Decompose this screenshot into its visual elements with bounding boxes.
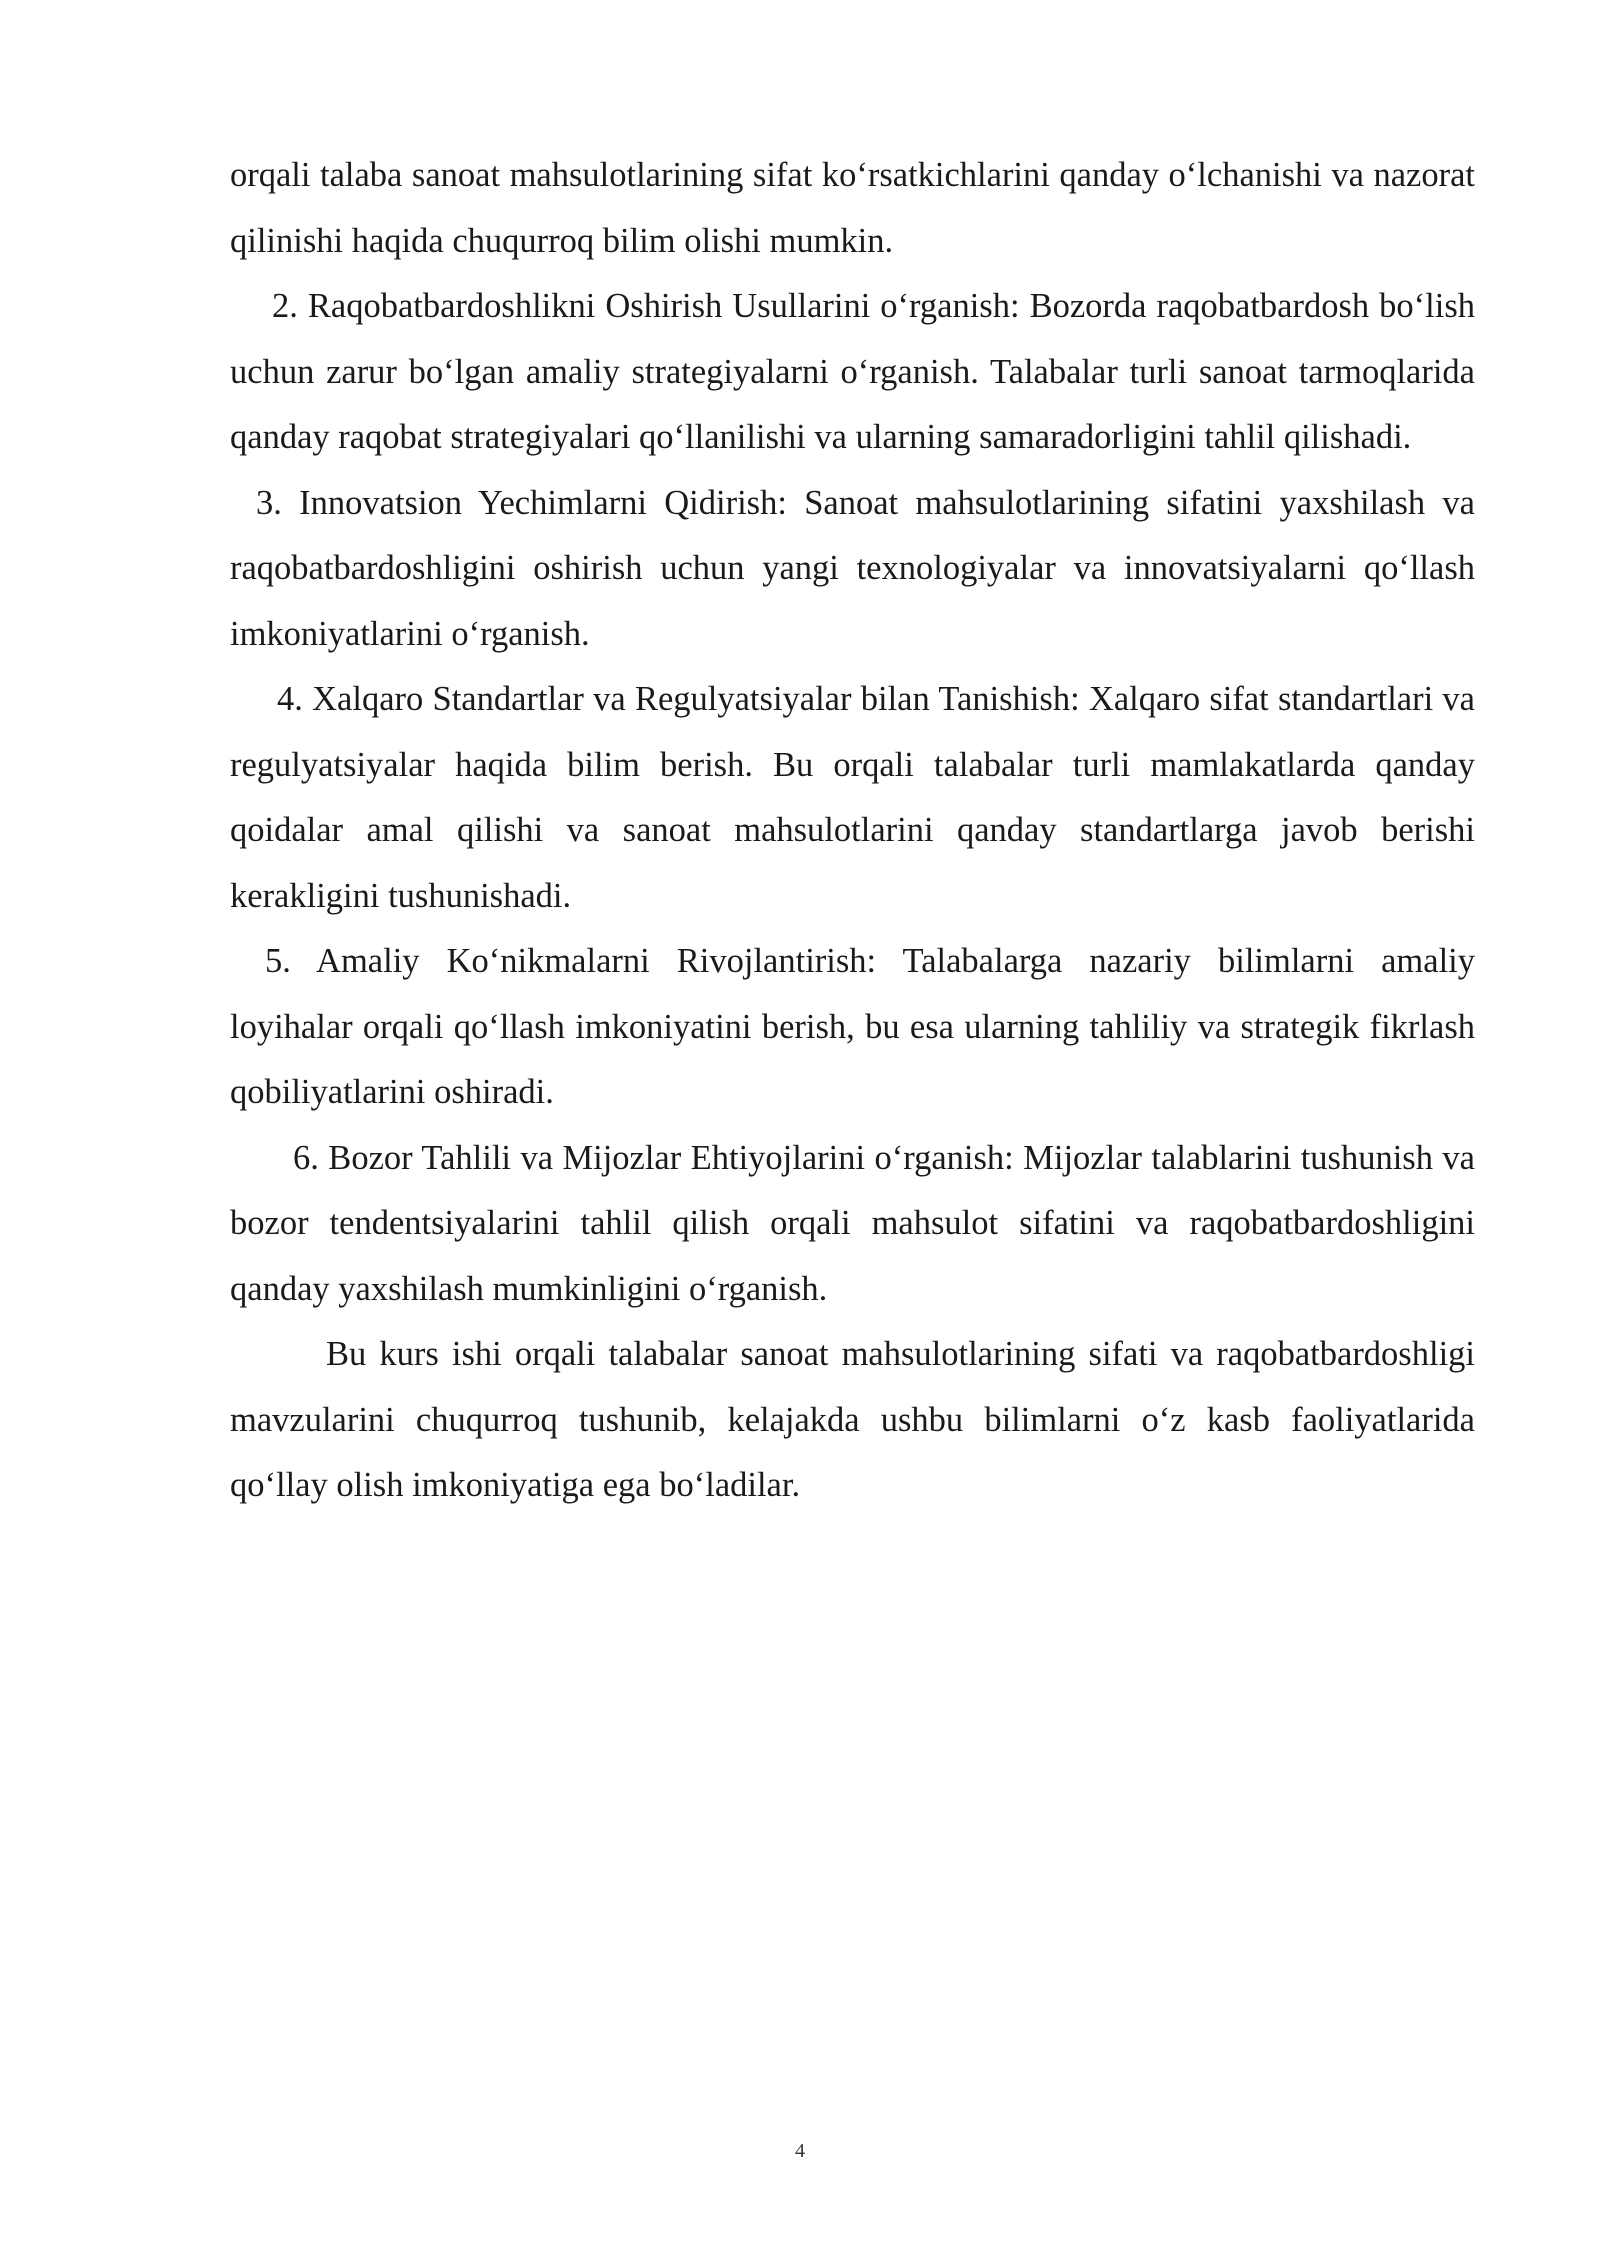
document-body — [230, 143, 1475, 1519]
paragraph-item-5: 5. Amaliy Ko‘nikmalarni Rivojlantirish: Talabalarga nazariy bilimlarni amaliy loyihalar orqali qo‘llash imkoniyatini berish, bu esa ularning tahliliy va strategik fikrlash qobiliyatlarini oshiradi. — [230, 942, 1475, 1111]
paragraph-item-3: 3. Innovatsion Yechimlarni Qidirish: Sanoat mahsulotlarining sifatini yaxshilash va raqobatbardoshligini oshirish uchun yangi texnologiyalar va innovatsiyalarni qo‘llash imkoniyatlarini o‘rganish. — [230, 483, 1475, 653]
paragraph-conclusion: Bu kurs ishi orqali talabalar sanoat mahsulotlarining sifati va raqobatbardoshligi mavzularini chuqurroq tushunib, kelajakda ushbu bilimlarni o‘z kasb faoliyatlarida qo‘llay olish imkoniyatiga ega bo‘ladilar. — [230, 1335, 1475, 1504]
paragraph-item-4: 4. Xalqaro Standartlar va Regulyatsiyalar bilan Tanishish: Xalqaro sifat standartlari va regulyatsiyalar haqida bilim berish. Bu orqali talabalar turli mamlakatlarda qanday qoidalar amal qilishi va sanoat mahsulotlarini qanday standartlarga javob berishi kerakligini tushunishadi. — [230, 680, 1475, 915]
paragraph-item-6: 6. Bozor Tahlili va Mijozlar Ehtiyojlarini o‘rganish: Mijozlar talablarini tushunish va bozor tendentsiyalarini tahlil qilish orqali mahsulot sifatini va raqobatbardoshligini qanday yaxshilash mumkinligini o‘rganish. — [230, 1138, 1475, 1308]
page-number: 4 — [795, 2140, 805, 2162]
paragraph-continuation: orqali talaba sanoat mahsulotlarining sifat ko‘rsatkichlarini qanday o‘lchanishi va nazorat qilinishi haqida chuqurroq bilim olishi mumkin. — [230, 156, 1475, 260]
paragraph-item-2: 2. Raqobatbardoshlikni Oshirish Usullarini o‘rganish: Bozorda raqobatbardosh bo‘lish uchun zarur bo‘lgan amaliy strategiyalarni o‘rganish. Talabalar turli sanoat tarmoqlarida qanday raqobat strategiyalari qo‘llanilishi va ularning samaradorligini tahlil qilishadi. — [230, 287, 1475, 456]
